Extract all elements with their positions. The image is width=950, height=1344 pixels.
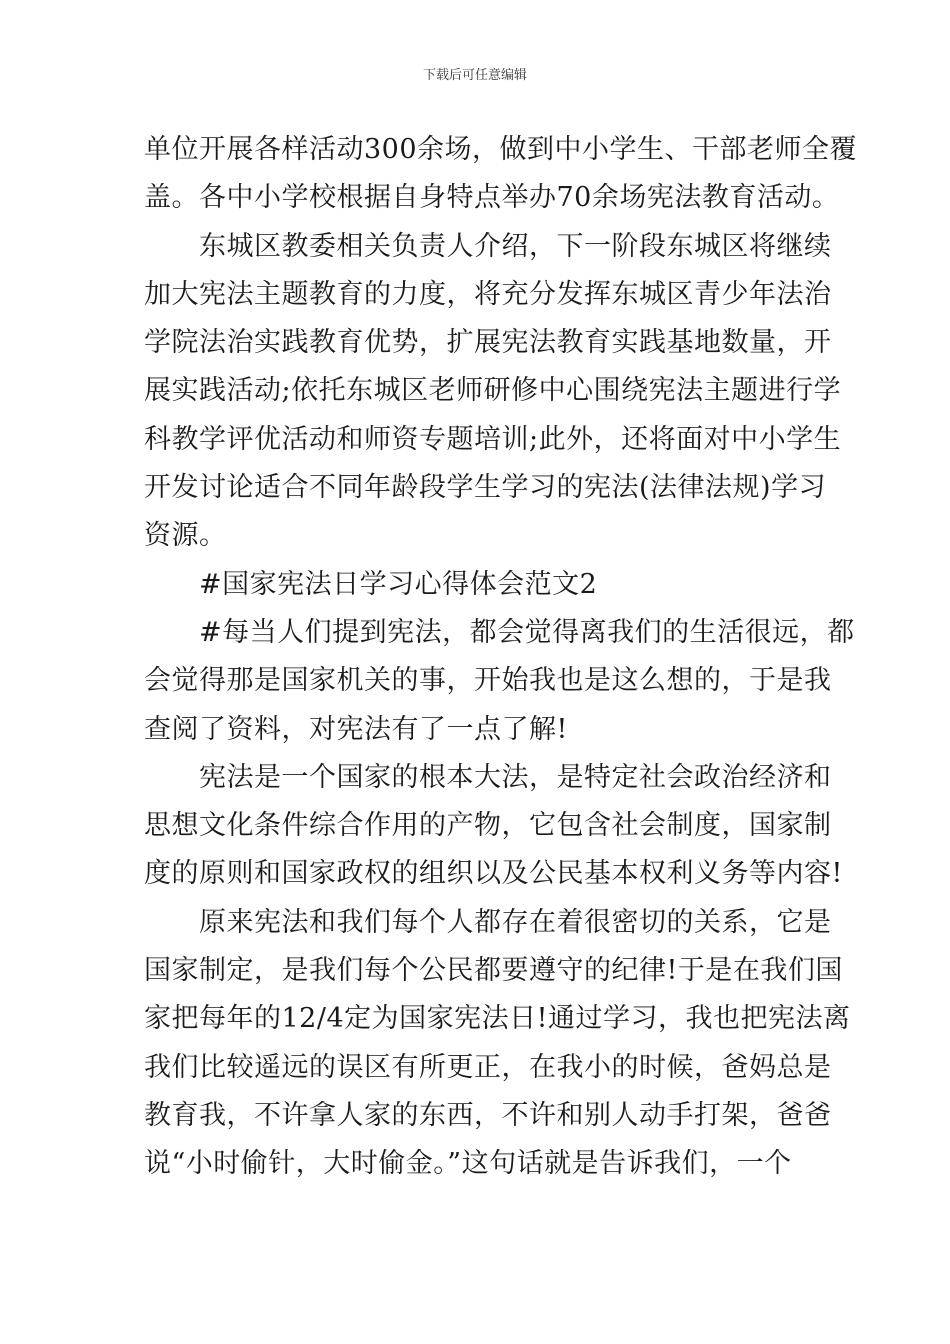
text-line: 东城区教委相关负责人介绍，下一阶段东城区将继续 (144, 230, 832, 262)
text-line: 教育我，不许拿人家的东西，不许和别人动手打架，爸爸 (144, 1099, 832, 1131)
text-line: 加大宪法主题教育的力度，将充分发挥东城区青少年法治 (144, 278, 832, 310)
text-line: 宪法是一个国家的根本大法，是特定社会政治经济和 (144, 761, 832, 793)
text-line: 家把每年的12/4定为国家宪法日!通过学习，我也把宪法离 (144, 1003, 851, 1035)
text-line: 盖。各中小学校根据自身特点举办70余场宪法教育活动。 (144, 182, 840, 214)
page-header-note: 下载后可任意编辑 (422, 68, 527, 83)
text-line: 会觉得那是国家机关的事，开始我也是这么想的，于是我 (144, 665, 832, 697)
text-line: 思想文化条件综合作用的产物，它包含社会制度，国家制 (144, 810, 832, 842)
text-line: 科教学评优活动和师资专题培训;此外，还将面对中小学生 (144, 423, 842, 455)
text-line: 说“小时偷针，大时偷金。”这句话就是告诉我们，一个 (144, 1148, 792, 1180)
text-line: 开发讨论适合不同年龄段学生学习的宪法(法律法规)学习 (144, 472, 827, 504)
text-line: 资源。 (144, 520, 227, 552)
section-heading: #国家宪法日学习心得体会范文2 (144, 568, 598, 600)
text-line: 我们比较遥远的误区有所更正，在我小的时候，爸妈总是 (144, 1051, 832, 1083)
text-line: 度的原则和国家政权的组织以及公民基本权利义务等内容! (144, 858, 843, 890)
text-line: 学院法治实践教育优势，扩展宪法教育实践基地数量，开 (144, 327, 832, 359)
text-line: 单位开展各样活动300余场，做到中小学生、干部老师全覆 (144, 134, 858, 165)
text-line: #每当人们提到宪法，都会觉得离我们的生活很远，都 (144, 616, 855, 648)
document-body (144, 126, 858, 1189)
text-line: 展实践活动;依托东城区老师研修中心围绕宪法主题进行学 (144, 375, 842, 407)
text-line: 原来宪法和我们每个人都存在着很密切的关系，它是 (144, 906, 832, 938)
text-line: 查阅了资料，对宪法有了一点了解! (144, 713, 568, 745)
text-line: 国家制定，是我们每个公民都要遵守的纪律!于是在我们国 (144, 955, 843, 987)
